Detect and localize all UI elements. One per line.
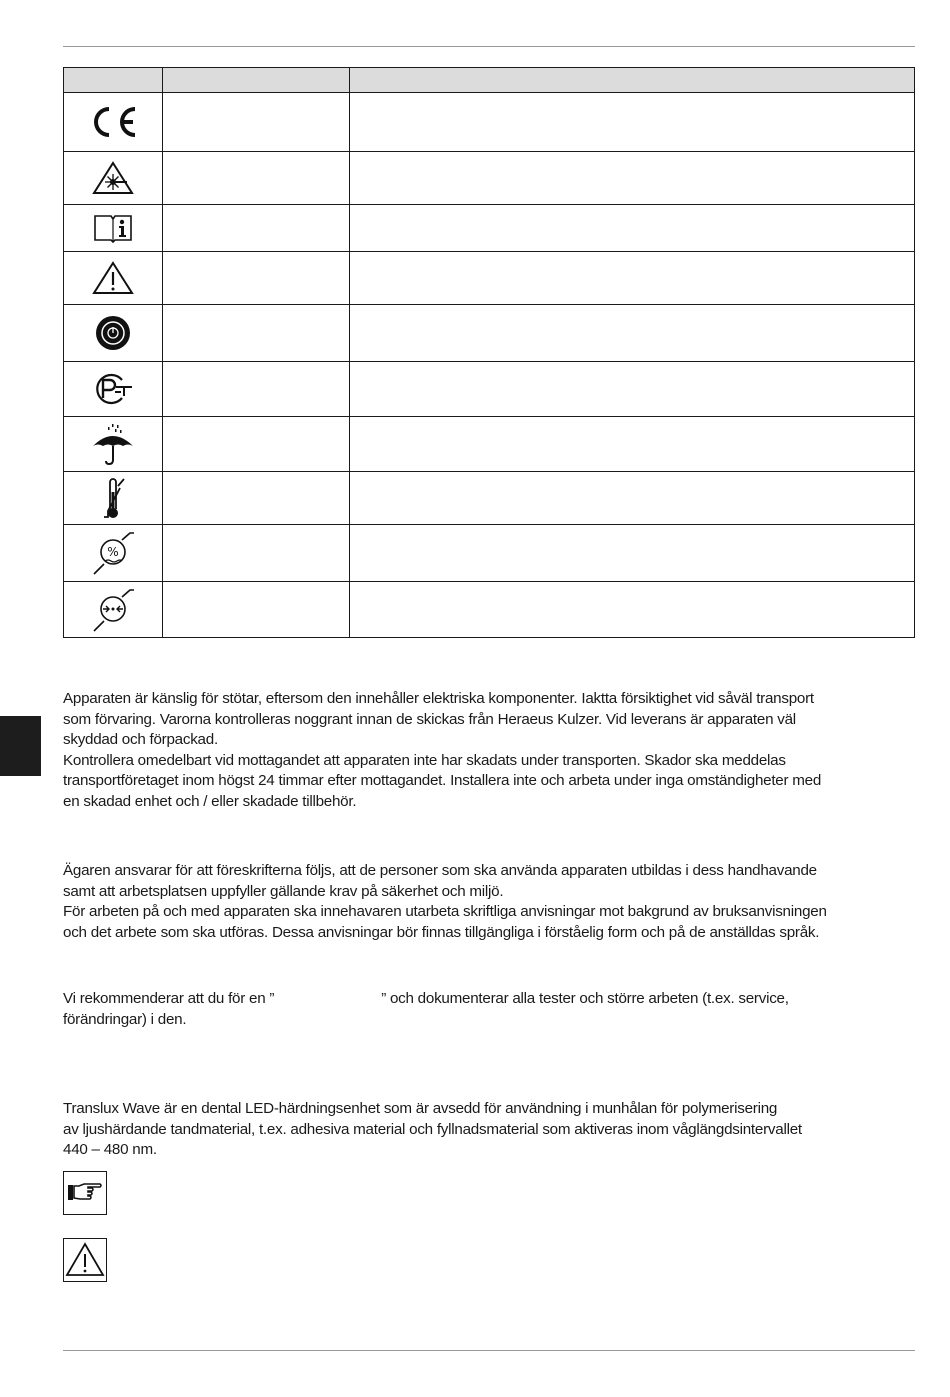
symbol-description-cell: [350, 525, 915, 582]
ce-mark-icon: [88, 104, 138, 140]
symbol-cell: [64, 582, 163, 638]
pointing-hand-icon: [64, 1172, 106, 1214]
symbol-cell: [64, 305, 163, 362]
symbol-name-cell: [163, 252, 350, 305]
symbol-name-cell: [163, 362, 350, 417]
table-row: [64, 252, 915, 305]
logbook-text-start: Vi rekommenderar att du för en ”: [63, 990, 275, 1007]
symbol-name-cell: [163, 93, 350, 152]
table-row: [64, 152, 915, 205]
laser-warning-icon: [91, 160, 135, 196]
table-row: [64, 305, 915, 362]
symbol-name-cell: [163, 152, 350, 205]
transport-paragraph: Apparaten är känslig för stötar, eftersom den innehåller elektriska komponenter. Iaktta försiktighet vid såväl transport som förvaring. Varorna kontrolleras noggrant innan de skickas från Heraeus Kulzer. Vid leverans är apparaten väl skyddad och förpackad. Kontrollera omedelbart vid mottagandet att apparaten inte har skadats under transporten. Skador ska meddelas transportföretaget inom högst 24 timmar efter mottagandet. Installera inte och arbeta under inga omständigheter med en skadad enhet och / eller skadade tillbehör.: [63, 690, 822, 810]
power-button-icon: [93, 313, 133, 353]
warning-box: [63, 1238, 107, 1282]
language-tab-marker: [0, 716, 41, 776]
note-box: [63, 1171, 107, 1215]
humidity-limit-icon: [90, 530, 136, 576]
symbol-description-cell: [350, 582, 915, 638]
symbol-description-cell: [350, 152, 915, 205]
footer-rule: [63, 1350, 915, 1351]
owner-paragraph: Ägaren ansvarar för att föreskrifterna följs, att de personer som ska använda apparaten utbildas i dess handhavande samt att arbetsplatsen uppfyller gällande krav på säkerhet och miljö. För arbeten på och med apparaten ska innehavaren utarbeta skriftliga anvisningar mot bakgrund av bruksanvisningen och det arbete som ska utföras. Dessa anvisningar bör finnas tillgängliga i förståelig form och på de anställdas språk.: [63, 862, 827, 941]
header-cell-description: [350, 68, 915, 93]
header-cell-symbol: [64, 68, 163, 93]
table-row: [64, 472, 915, 525]
symbol-cell: [64, 152, 163, 205]
symbol-description-cell: [350, 205, 915, 252]
symbol-name-cell: [163, 205, 350, 252]
table-row: [64, 205, 915, 252]
svg-text:%: %: [107, 545, 119, 559]
table-row: [64, 93, 915, 152]
symbol-description-cell: [350, 252, 915, 305]
symbol-name-cell: [163, 525, 350, 582]
table-row: [64, 362, 915, 417]
symbol-name-cell: [163, 472, 350, 525]
symbol-description-cell: [350, 417, 915, 472]
symbol-cell: [64, 362, 163, 417]
temperature-limit-icon: [93, 476, 133, 520]
warning-triangle-icon: [91, 260, 135, 296]
symbol-name-cell: [163, 305, 350, 362]
symbols-table: [63, 67, 915, 638]
header-cell-name: [163, 68, 350, 93]
symbol-cell: [64, 93, 163, 152]
symbol-name-cell: [163, 417, 350, 472]
symbol-description-cell: [350, 472, 915, 525]
symbol-description-cell: [350, 305, 915, 362]
symbol-name-cell: [163, 582, 350, 638]
symbol-cell: [64, 252, 163, 305]
symbol-cell: [64, 205, 163, 252]
gost-r-mark-icon: [90, 371, 136, 407]
pressure-limit-icon: [90, 587, 136, 633]
symbol-description-cell: [350, 93, 915, 152]
table-row: [64, 525, 915, 582]
table-row: [64, 582, 915, 638]
symbol-cell: [64, 417, 163, 472]
keep-dry-umbrella-icon: [90, 422, 136, 466]
logbook-paragraph: [63, 989, 915, 1030]
symbol-cell: [64, 472, 163, 525]
symbol-cell: [64, 525, 163, 582]
header-rule: [63, 46, 915, 47]
symbol-description-cell: [350, 362, 915, 417]
manual-info-icon: [91, 213, 135, 243]
logbook-text-end: ” och dokumenterar alla tester och större arbeten (t.ex. service, förändringar) i den.: [63, 990, 789, 1028]
warning-triangle-icon: [64, 1239, 106, 1281]
intended-use-paragraph: Translux Wave är en dental LED-härdningsenhet som är avsedd för användning i munhålan för polymerisering av ljushärdande tandmaterial, t.ex. adhesiva material och fyllnadsmaterial som aktiveras inom våglängdsintervallet 440 – 480 nm.: [63, 1100, 802, 1158]
table-header-row: [64, 68, 915, 93]
table-row: [64, 417, 915, 472]
